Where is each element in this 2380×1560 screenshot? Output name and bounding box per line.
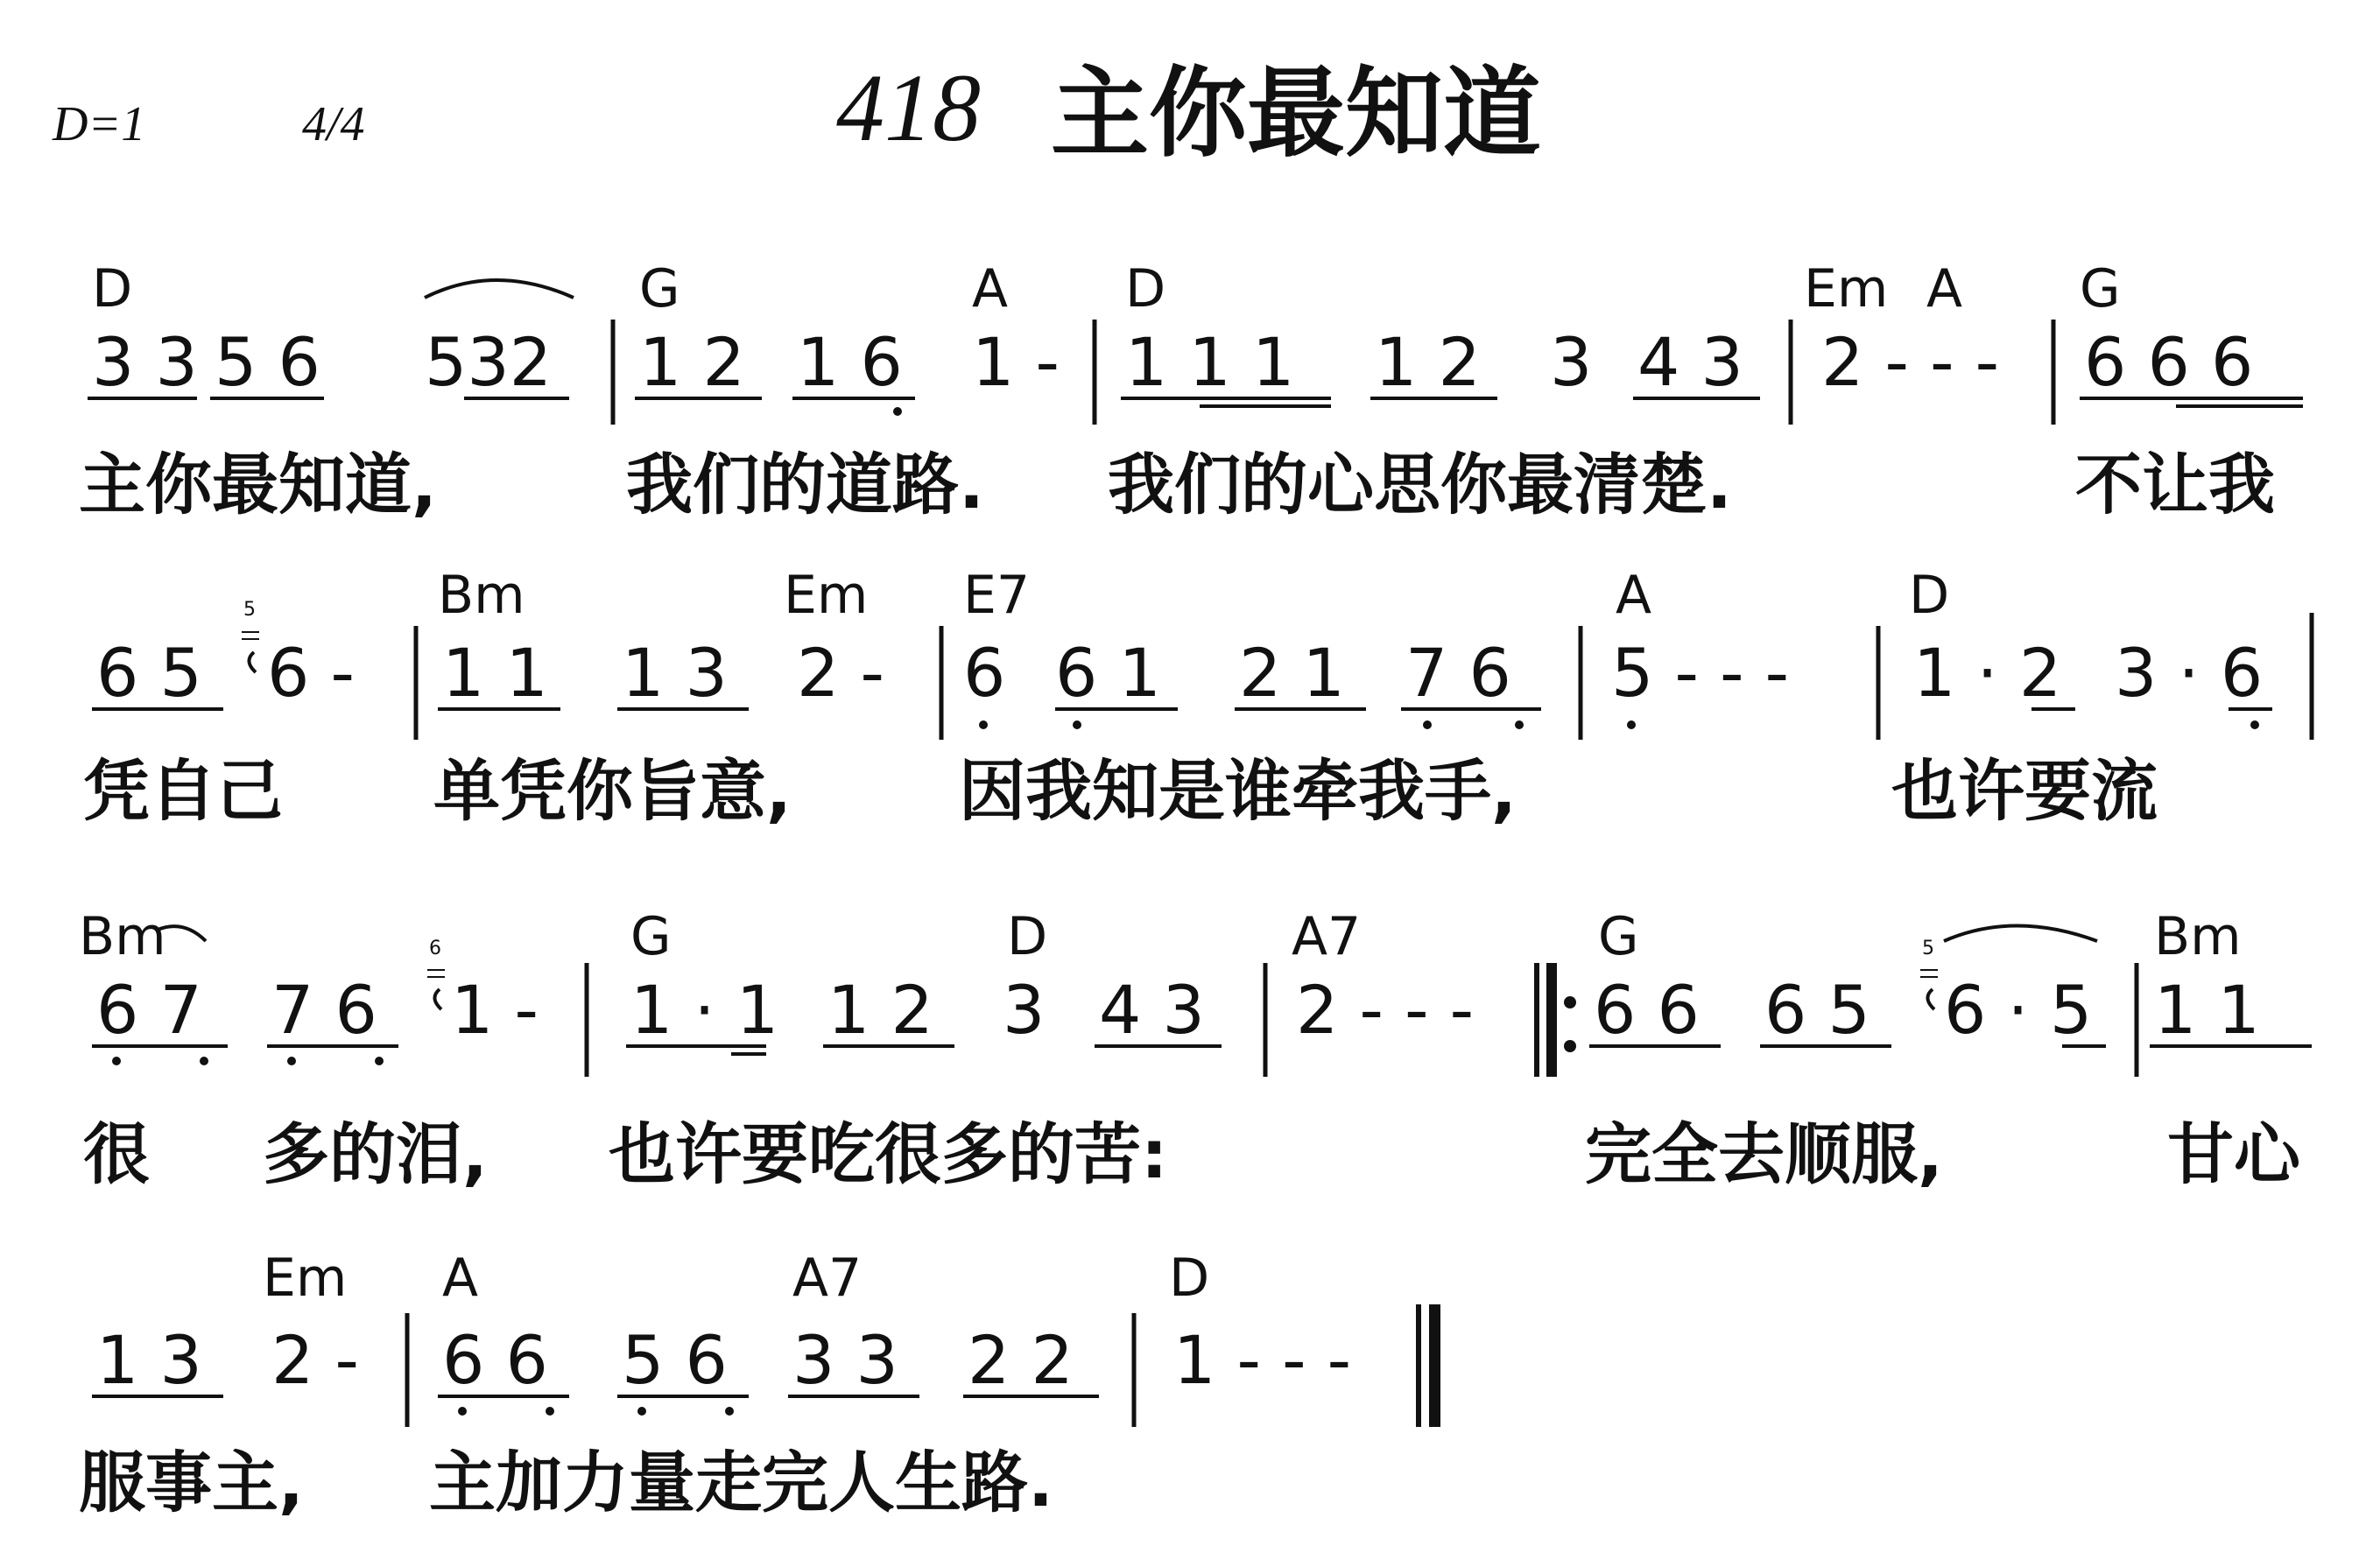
final-thick-bar: [1429, 1304, 1440, 1427]
note-group: 6 5: [96, 634, 202, 712]
octave-dots: [979, 720, 2259, 729]
lower-octave-dot: [637, 1407, 646, 1416]
lyric-phrase: 多的泪,: [263, 1115, 488, 1193]
chord-row: [92, 258, 2121, 320]
chord: A7: [792, 1247, 863, 1309]
note-group: 2 -: [271, 1321, 359, 1399]
note-group: 1 1: [2154, 971, 2260, 1049]
note-group: 1 6: [797, 323, 903, 401]
chord: D: [1909, 565, 1950, 626]
lyric-phrase: 完全去顺服,: [1585, 1115, 1943, 1193]
chord-row: [438, 565, 1949, 626]
lower-octave-dot: [1073, 720, 1081, 729]
note-group: 4 3: [1637, 323, 1743, 401]
chord: Em: [1804, 258, 1889, 320]
note-group: 1 1 1: [1125, 323, 1295, 401]
note-group: 3: [1550, 323, 1593, 401]
repeat-dot: [1564, 1040, 1576, 1052]
note-group: 1 2: [827, 971, 933, 1049]
lower-octave-dot: [2250, 720, 2259, 729]
note-group: 4 3: [1099, 971, 1205, 1049]
lower-octave-dot: [287, 1057, 296, 1065]
note-group: 6 6: [1594, 971, 1700, 1049]
notation-row: [92, 323, 2253, 401]
note-group: 532: [425, 323, 553, 401]
note-group: 5 6: [215, 323, 320, 401]
note-group: 5 - - -: [1611, 634, 1790, 712]
lower-octave-dot: [200, 1057, 208, 1065]
note-group: 3 · 6: [2115, 634, 2264, 712]
lyric-phrase: 也许要吃很多的苦:: [609, 1115, 1168, 1193]
note-group: 1 - - -: [1173, 1321, 1352, 1399]
lyric-phrase: 不让我: [2075, 446, 2275, 524]
lyric-row: [83, 1115, 2303, 1193]
chord: G: [1598, 906, 1639, 967]
lyric-row: [79, 446, 2275, 524]
grace-connector: [1927, 989, 1934, 1009]
slur: [1944, 926, 2097, 942]
system-4: [79, 1247, 1440, 1521]
lyric-phrase: 也许要流: [1891, 752, 2158, 830]
grace-note: 6: [429, 938, 441, 959]
octave-dots: [112, 1057, 384, 1065]
score-header: [52, 54, 1541, 171]
note-group: 3 3: [792, 1321, 898, 1399]
note-group: 6 7: [96, 971, 202, 1049]
chord-row: [79, 906, 2242, 967]
note-group: 2 2: [968, 1321, 1074, 1399]
lyric-phrase: 因我知是谁牵我手,: [959, 752, 1517, 830]
chord: Em: [784, 565, 869, 626]
note-group: 6 -: [267, 634, 355, 712]
lower-octave-dot: [1515, 720, 1524, 729]
chord: G: [639, 258, 680, 320]
chord: A: [1616, 565, 1652, 626]
note-group: 5 6: [622, 1321, 728, 1399]
lower-octave-dot: [979, 720, 988, 729]
lyric-phrase: 很: [83, 1115, 150, 1193]
note-group: 1 -: [972, 323, 1060, 401]
chord: G: [630, 906, 672, 967]
key-signature: D=1: [53, 97, 146, 151]
lyric-phrase: 主你最知道,: [79, 446, 437, 524]
chord: G: [2080, 258, 2121, 320]
note-group: 2 1: [1239, 634, 1345, 712]
grace-connector: [249, 652, 256, 672]
chord: A: [972, 258, 1009, 320]
chord: E7: [963, 565, 1031, 626]
note-group: 1 3: [96, 1321, 202, 1399]
lower-octave-dot: [725, 1407, 734, 1416]
note-group: 7 6: [271, 971, 377, 1049]
note-group: 6 5: [1764, 971, 1870, 1049]
note-group: 1 2: [1375, 323, 1481, 401]
chord: A7: [1292, 906, 1362, 967]
chord: A: [442, 1247, 479, 1309]
lyric-phrase: 主加力量走完人生路.: [429, 1444, 1053, 1521]
repeat-dot: [1564, 996, 1576, 1008]
note-group: 1 -: [451, 971, 539, 1049]
octave-dots: [893, 407, 902, 416]
note-group: 1 3: [622, 634, 728, 712]
lyric-phrase: 服事主,: [79, 1444, 304, 1521]
lower-octave-dot: [375, 1057, 384, 1065]
note-group: 3: [1003, 971, 1046, 1049]
note-group: 3 3: [92, 323, 198, 401]
note-group: 6 · 5: [1944, 971, 2093, 1049]
grace-connector: [434, 989, 441, 1009]
lyric-phrase: 甘心: [2167, 1115, 2300, 1193]
lower-octave-dot: [546, 1407, 554, 1416]
chord: Bm: [438, 565, 525, 626]
chord: Bm: [2154, 906, 2242, 967]
song-title: 主你最知道: [1051, 57, 1541, 171]
chord: D: [1169, 1247, 1210, 1309]
chord-row: [263, 1247, 1209, 1309]
lower-octave-dot: [112, 1057, 121, 1065]
song-number: 418: [836, 54, 981, 161]
chord: Bm: [79, 906, 166, 967]
system-3: [79, 906, 2312, 1193]
chord: Em: [263, 1247, 348, 1309]
time-signature: 4/4: [302, 97, 365, 151]
chord: A: [1926, 258, 1963, 320]
lyric-phrase: 我们的心思你最清楚.: [1108, 446, 1732, 524]
repeat-start-sign: [1537, 963, 1576, 1077]
note-group: 1 · 1: [630, 971, 779, 1049]
note-group: 6: [963, 634, 1006, 712]
lyric-phrase: 单凭你旨意,: [433, 752, 792, 830]
note-group: 2 - - -: [1296, 971, 1475, 1049]
lower-octave-dot: [458, 1407, 467, 1416]
end-barline: [1419, 1304, 1440, 1427]
note-group: 2 - - -: [1821, 323, 2000, 401]
note-group: 7 6: [1405, 634, 1511, 712]
lower-octave-dot: [1627, 720, 1636, 729]
lyric-row: [79, 1444, 1053, 1521]
grace-note: 5: [243, 599, 256, 621]
lyric-phrase: 凭自己: [83, 752, 283, 830]
grace-note: 5: [1922, 938, 1934, 959]
note-group: 1 · 2: [1913, 634, 2062, 712]
lower-octave-dot: [1423, 720, 1432, 729]
lyric-phrase: 我们的道路.: [626, 446, 984, 524]
octave-dots: [458, 1407, 734, 1416]
system-2: [83, 565, 2312, 830]
chord: D: [92, 258, 133, 320]
chord: D: [1125, 258, 1166, 320]
system-1: [79, 258, 2303, 524]
notation-row: [96, 938, 2260, 1049]
note-group: 1 2: [639, 323, 745, 401]
note-group: 1 1: [442, 634, 548, 712]
note-group: 6 6 6: [2084, 323, 2254, 401]
repeat-thick-bar: [1546, 963, 1557, 1077]
note-group: 2 -: [797, 634, 884, 712]
notation-row: [96, 1321, 1351, 1399]
lyric-row: [83, 752, 2158, 830]
note-group: 6 6: [442, 1321, 548, 1399]
lower-octave-dot: [893, 407, 902, 416]
note-group: 6 1: [1055, 634, 1161, 712]
chord: D: [1007, 906, 1048, 967]
slur: [425, 280, 574, 298]
